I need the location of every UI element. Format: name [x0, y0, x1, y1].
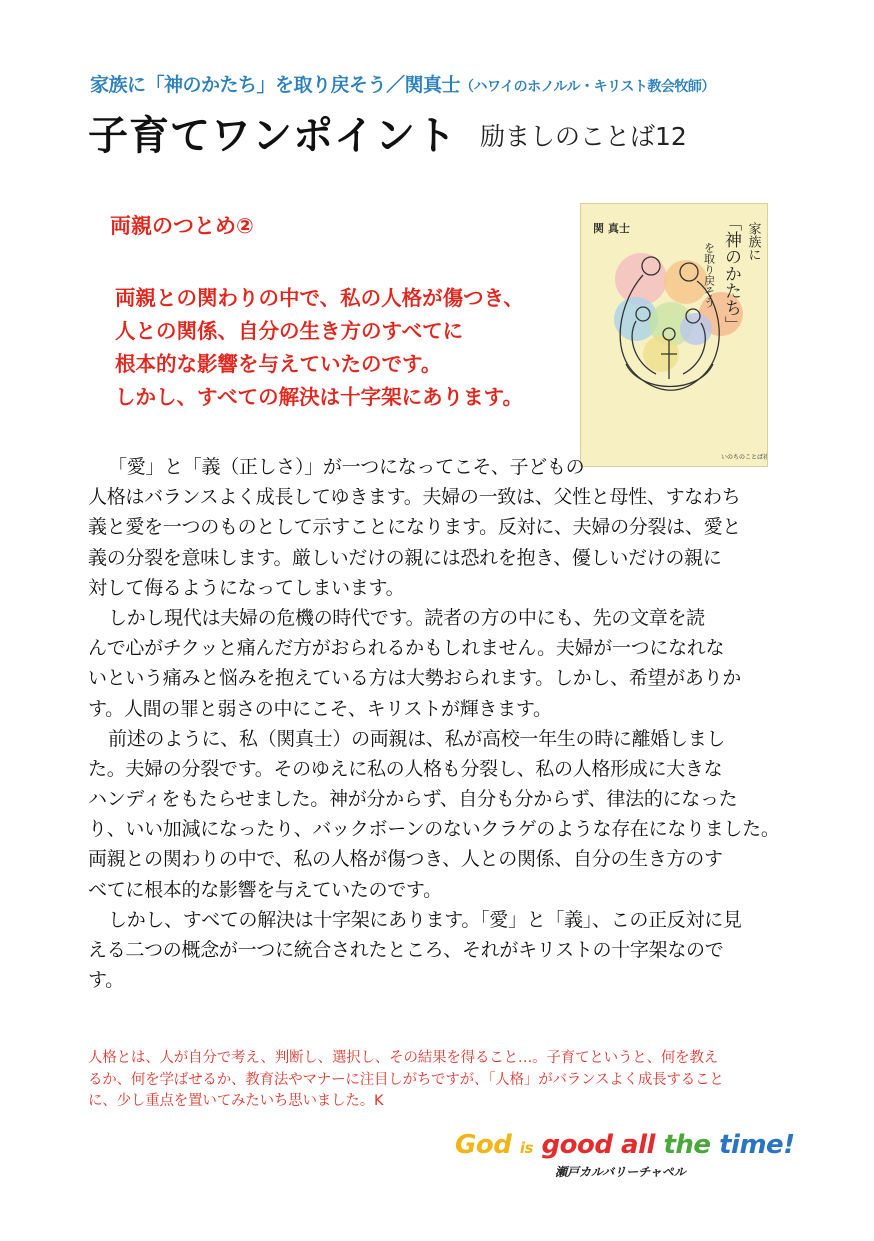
footnote-line: るか、何を学ばせるか、教育法やマナーに注目しがちですが、「人格」がバランスよく成長すること [88, 1071, 724, 1088]
footnote-line: に、少し重点を置いてみたいち思いました。K [88, 1093, 384, 1109]
body-line: しかし、すべての解決は十字架にあります。「愛」と「義」、この正反対に見 [108, 908, 742, 931]
book-cover-illustration [581, 204, 767, 466]
body-line: り、いい加減になったり、バックボーンのないクラゲのような存在になりました。 [88, 818, 780, 841]
body-line: 義の分裂を意味します。厳しいだけの親には恐れを抱き、優しいだけの親に [88, 546, 722, 569]
body-line: える二つの概念が一つに統合されたところ、それがキリストの十字架なので [88, 939, 724, 961]
logo-word: the [663, 1130, 711, 1160]
quote-line: しかし、すべての解決は十字架にあります。 [115, 385, 523, 409]
quote-line: 両親との関わりの中で、私の人格が傷つき、 [115, 286, 524, 310]
page-title: 子育てワンポイント [88, 113, 457, 159]
body-line: 対して侮るようになってしまいます。 [88, 576, 405, 599]
body-line: す。人間の罪と弱さの中にこそ、キリストが輝きます。 [88, 697, 552, 720]
page-title-sub: 励ましのことば12 [480, 122, 687, 151]
body-line: 「愛」と「義（正しさ）」が一つになってこそ、子どもの [108, 456, 585, 478]
subtitle-note: （ハワイのホノルル・キリスト教会牧師） [460, 79, 715, 95]
body-line: 前述のように、私（関真士）の両親は、私が高校一年生の時に離婚しまし [108, 727, 726, 750]
church-logo [455, 1130, 795, 1180]
logo-word: good [541, 1130, 613, 1160]
body-line: 両親との関わりの中で、私の人格が傷つき、人との関係、自分の生き方のす [88, 848, 723, 871]
quote-line: 根本的な影響を与えていたのです。 [115, 352, 442, 376]
body-line: しかし現代は夫婦の危機の時代です。読者の方の中にも、先の文章を読 [108, 606, 705, 629]
body-line: 人格はバランスよく成長してゆきます。夫婦の一致は、父性と母性、すなわち [88, 486, 741, 509]
subtitle-main: 家族に「神のかたち」を取り戻そう／関真士 [90, 74, 461, 96]
body-line: た。夫婦の分裂です。そのゆえに私の人格も分裂し、私の人格形成に大きな [88, 757, 723, 780]
body-line: す。 [88, 969, 124, 992]
logo-church-name: 瀬戸カルバリーチャペル [555, 1165, 686, 1179]
article-subtitle [90, 70, 715, 97]
logo-word: God [455, 1130, 512, 1160]
footnote [88, 1048, 788, 1113]
book-title-line2: 「神のかたち」 [721, 214, 741, 333]
body-line: 義と愛を一つのものとして示すことになります。反対に、夫婦の分裂は、愛と [88, 516, 741, 539]
quote-line: 人との関係、自分の生き方のすべてに [115, 319, 464, 343]
book-author: 関 真士 [593, 222, 630, 235]
body-text [88, 452, 788, 995]
footnote-line: 人格とは、人が自分で考え、判断し、選択し、その結果を得ること…。子育てというと、何を教え [88, 1050, 719, 1066]
book-title-line1: 家族に [745, 222, 761, 261]
logo-slogan [455, 1130, 795, 1160]
book-publisher: いのちのことば社 [721, 454, 767, 461]
logo-word: is [519, 1139, 533, 1157]
body-line: ハンディをもたらせました。神が分からず、自分も分からず、律法的になった [88, 788, 738, 811]
body-line: んで心がチクッと痛んだ方がおられるかもしれません。夫婦が一つになれな [88, 637, 725, 660]
book-cover [580, 203, 768, 467]
logo-word: all [621, 1130, 655, 1160]
body-line: べてに根本的な影響を与えていたのです。 [88, 878, 442, 901]
logo-word: time! [719, 1130, 795, 1160]
book-title-line3: を取り戻そう [702, 242, 716, 308]
body-line: いという痛みと悩みを抱えている方は大勢おられます。しかし、希望がありか [88, 667, 741, 690]
section-heading: 両親のつとめ② [110, 214, 254, 238]
highlight-quote [115, 282, 585, 414]
